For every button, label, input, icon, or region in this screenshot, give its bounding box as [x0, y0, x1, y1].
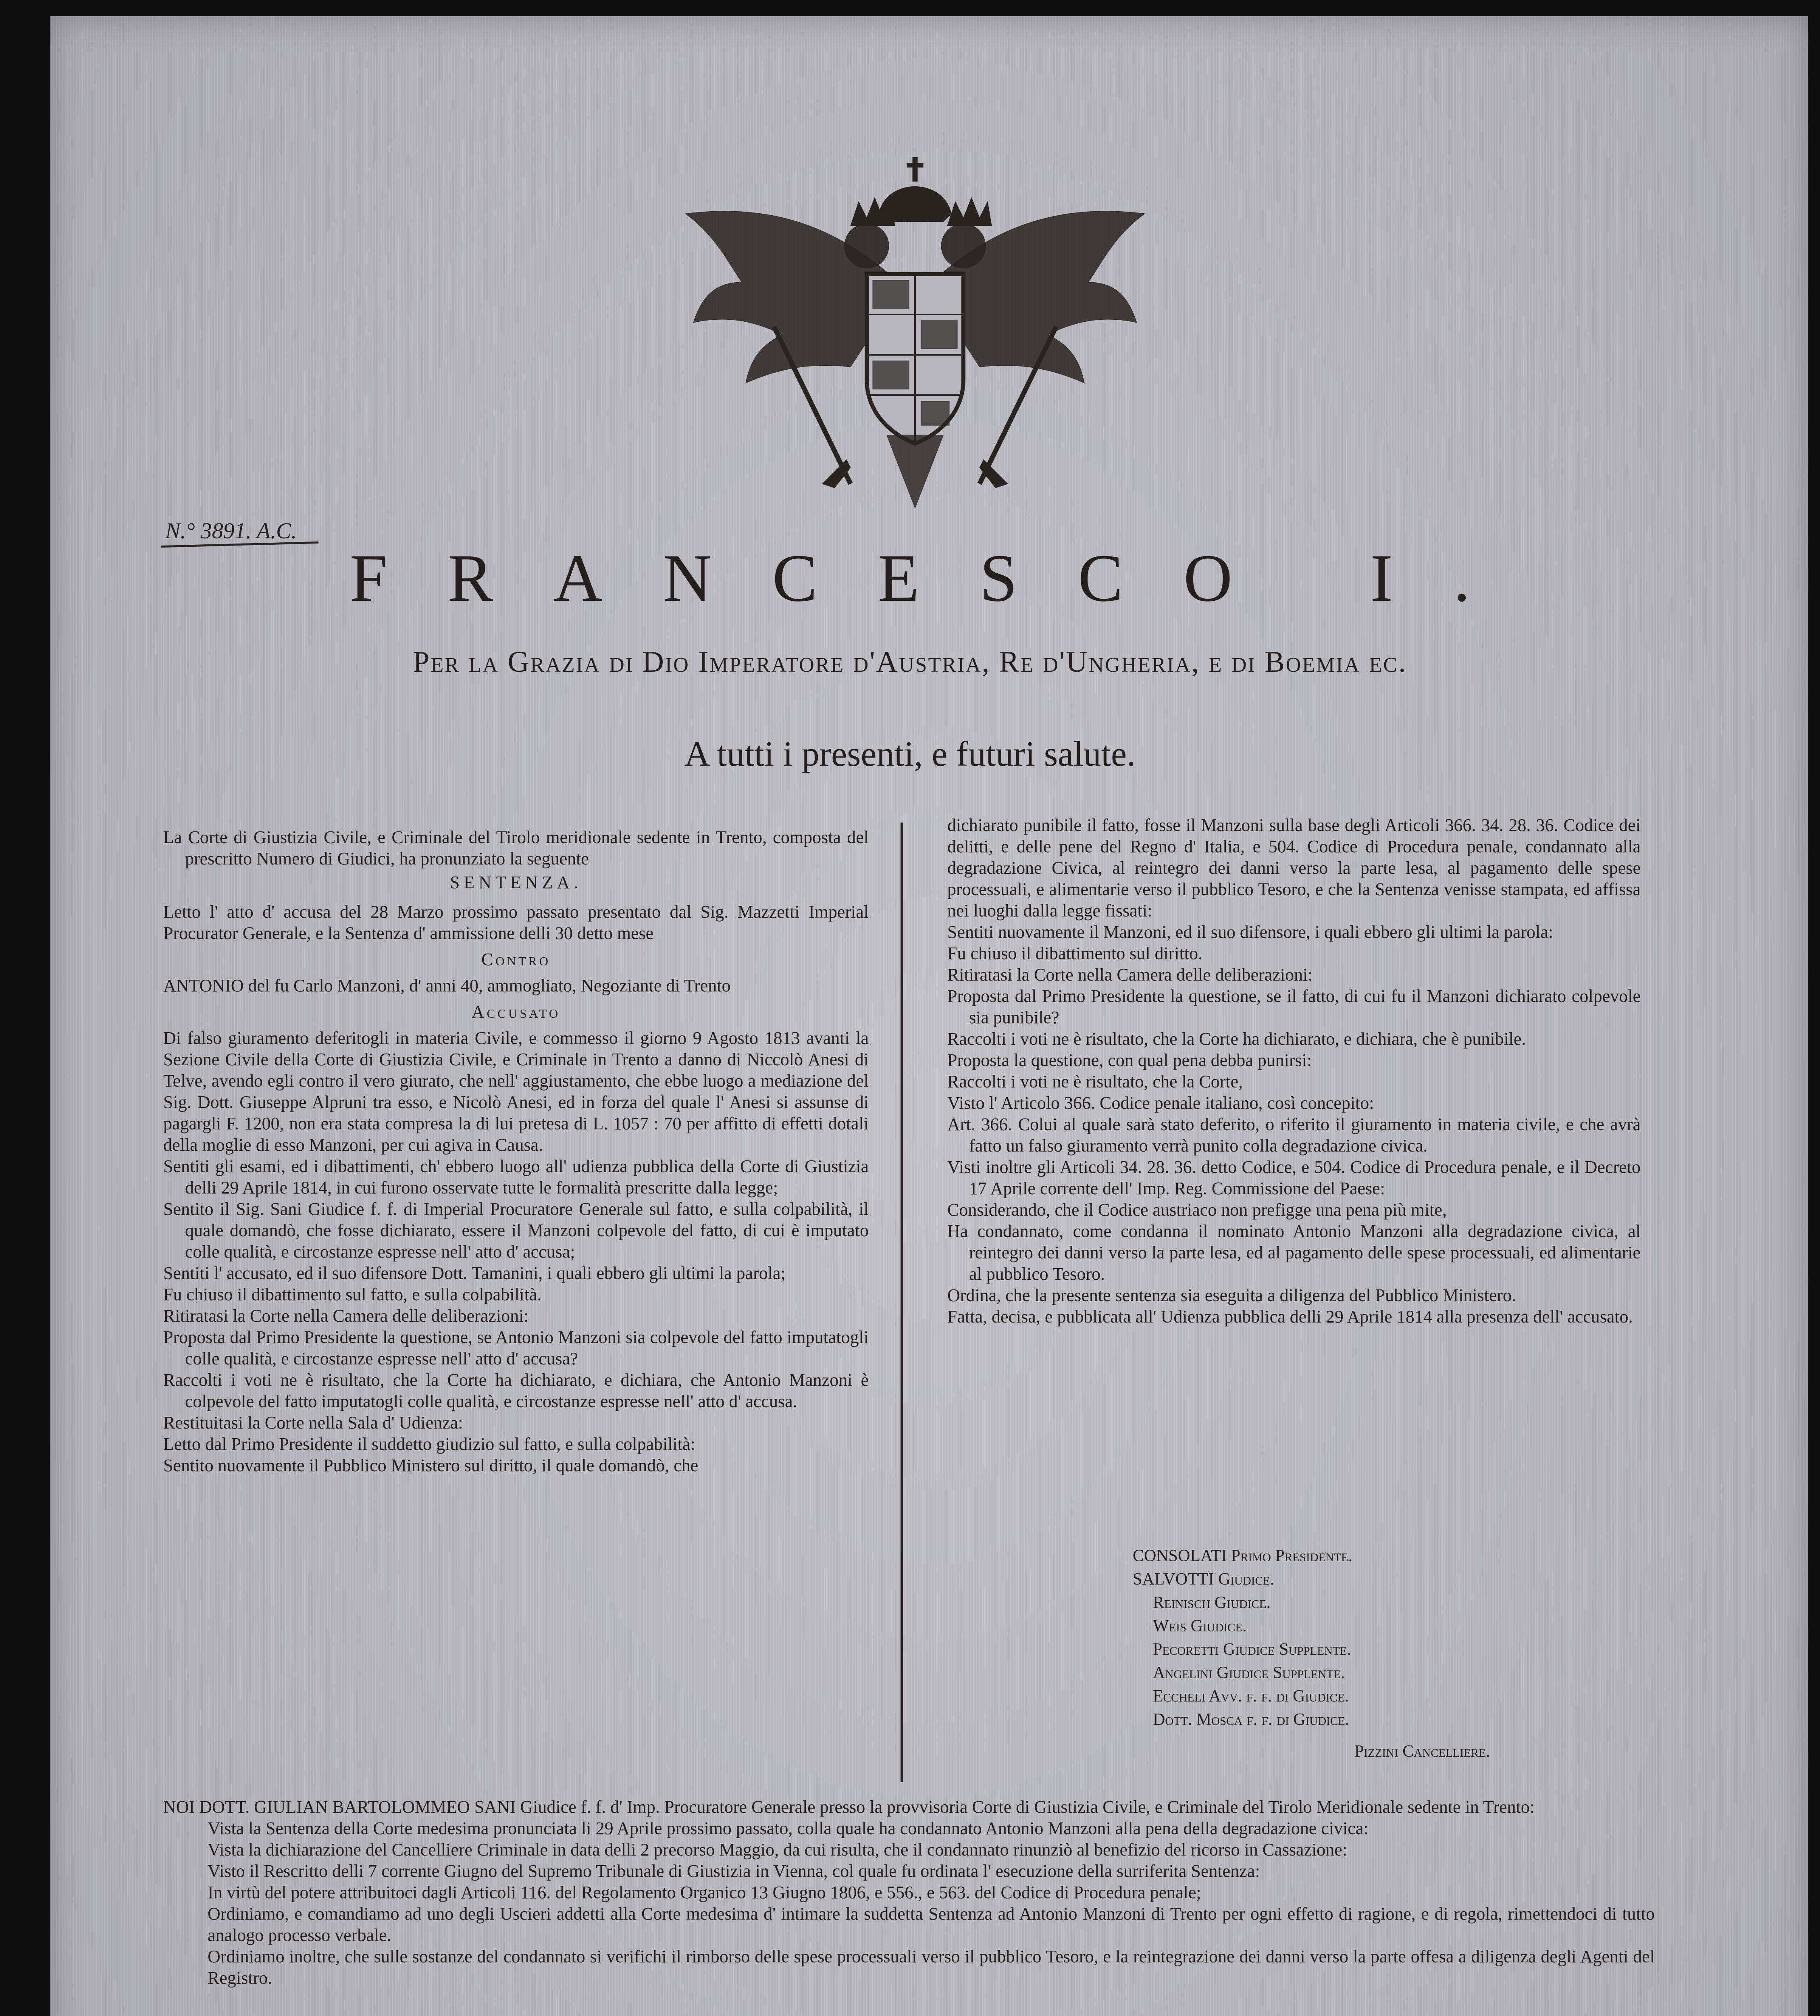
decree-line: Ordiniamo, e comandiamo ad uno degli Uscieri addetti alla Corte medesima d' intimare la suddetta Sentenza ad Antonio Manzoni di Trento per ogni effetto di ragione, e di regola, rimettendoci di tutto analogo processo verbale. — [208, 1904, 1655, 1945]
paragraph: Sentiti l' accusato, ed il suo difensore Dott. Tamanini, i quali ebbero gli ultimi la parola; — [163, 1263, 786, 1283]
paragraph: Considerando, che il Codice austriaco non prefigge una pena più mite, — [947, 1200, 1447, 1220]
paragraph: Restituitasi la Corte nella Sala d' Udienza: — [163, 1413, 463, 1433]
decree-line: In virtù del potere attribuitoci dagli Articoli 116. del Regolamento Organico 13 Giugno 1806, e 556., e 563. del Codice di Procedura penale; — [208, 1883, 1201, 1902]
signatory: Dott. Mosca f. f. di Giudice. — [1153, 1710, 1350, 1729]
emperor-title: FRANCESCO I. — [349, 541, 1531, 616]
paragraph: Raccolti i voti ne è risultato, che la Corte ha dichiarato, e dichiara, che Antonio Manzoni è colpevole del fatto imputatogli colle qualità, e circostanze espresse nell' atto d' accusa. — [163, 1370, 869, 1411]
paragraph: La Corte di Giustizia Civile, e Criminale del Tirolo meridionale sedente in Trento, composta del prescritto Numero di Giudici, ha pronunziato la seguente — [163, 827, 869, 868]
paragraph: Proposta dal Primo Presidente la questione, se Antonio Manzoni sia colpevole del fatto imputatogli colle qualità, e circostanze espresse nell' atto d' accusa? — [163, 1327, 869, 1368]
decree-intro: NOI DOTT. GIULIAN BARTOLOMMEO SANI Giudice f. f. d' Imp. Procuratore Generale presso la provvisoria Corte di Giustizia Civile, e Criminale del Tirolo Meridionale sedente in Trento: — [163, 1797, 1535, 1817]
paragraph: Sentiti nuovamente il Manzoni, ed il suo difensore, i quali ebbero gli ultimi la parola: — [947, 922, 1554, 942]
paragraph: Ha condannato, come condanna il nominato Antonio Manzoni alla degradazione civica, al reintegro dei danni verso la parte lesa, ed al pagamento delle spese processuali, ed alimentarie al pubblico Tesoro. — [947, 1221, 1641, 1284]
paragraph: Proposta dal Primo Presidente la questione, se il fatto, di cui fu il Manzoni dichiarato colpevole sia punibile? — [947, 986, 1641, 1027]
salute-line: A tutti i presenti, e futuri salute. — [684, 735, 1136, 774]
paragraph: Ordina, che la presente sentenza sia eseguita a diligenza del Pubblico Ministero. — [947, 1285, 1516, 1305]
signatory: Pecoretti Giudice Supplente. — [1153, 1640, 1351, 1659]
decree-line: Vista la dichiarazione del Cancelliere Criminale in data delli 2 precorso Maggio, da cui risulta, che il condannato rinunziò al benefizio del ricorso in Cassazione: — [208, 1840, 1348, 1860]
section-heading: Contro — [481, 950, 551, 969]
section-heading: SENTENZA. — [449, 873, 582, 892]
paragraph: Proposta la questione, con qual pena debba punirsi: — [947, 1050, 1312, 1070]
cancelliere-signature: Pizzini Cancelliere. — [1354, 1742, 1490, 1761]
section-heading: Accusato — [471, 1002, 561, 1022]
decree-line: Ordiniamo inoltre, che sulle sostanze del condannato si verifichi il rimborso delle spese processuali verso il pubblico Tesoro, e la reintegrazione dei danni verso la parte offesa a diligenza degli Agenti del Registro. — [208, 1947, 1655, 1988]
paragraph: Raccolti i voti ne è risultato, che la Corte, — [947, 1072, 1243, 1091]
decree-line: Visto il Rescritto delli 7 corrente Giugno del Supremo Tribunale di Giustizia in Vienna, col quale fu ordinata l' esecuzione della surriferita Sentenza: — [208, 1861, 1260, 1881]
signatories-list — [1133, 1544, 1657, 1731]
signatory: Reinisch Giudice. — [1153, 1593, 1271, 1612]
signatory: Angelini Giudice Supplente. — [1153, 1664, 1345, 1682]
paragraph: Di falso giuramento deferitogli in materia Civile, e commesso il giorno 9 Agosto 1813 avanti la Sezione Civile della Corte di Giustizia Civile, e Criminale in Trento a danno di Niccolò Anesi di Telve, avendo egli contro il vero giurato, che nell' aggiustamento, che ebbe luogo a mediazione del Sig. Dott. Giuseppe Alpruni tra esso, e Nicolò Anesi, ed in forza del quale l' Anesi si assunse di pagargli F. 1200, non era stata compresa la di lui pretesa di L. 1057 : 70 per affitto di effetti dotali della moglie di esso Manzoni, per cui agiva in Causa. — [163, 1028, 869, 1155]
paragraph: Sentiti gli esami, ed i dibattimenti, ch' ebbero luogo all' udienza pubblica della Corte di Giustizia delli 29 Aprile 1814, in cui furono osservate tutte le formalità prescritte dalla legge; — [163, 1156, 869, 1198]
paragraph: dichiarato punibile il fatto, fosse il Manzoni sulla base degli Articoli 366. 34. 28. 36. Codice dei delitti, e delle pene del Regno d' Italia, e 504. Codice di Procedura penale, condannato alla degradazione Civica, al reintegro dei danni verso la parte lesa, al pagamento delle spese processuali, e alimentarie verso il pubblico Tesoro, e che la Sentenza venisse stampata, ed affissa nei luoghi dalla legge fissati: — [947, 815, 1641, 921]
paragraph: Visti inoltre gli Articoli 34. 28. 36. detto Codice, e 504. Codice di Procedura penale, e il Decreto 17 Aprile corrente dell' Imp. Reg. Commissione del Paese: — [947, 1157, 1641, 1198]
coat-of-arms-eagle-icon — [677, 153, 1153, 516]
paragraph: Fatta, decisa, e pubblicata all' Udienza pubblica delli 29 Aprile 1814 alla presenza dell' accusato. — [947, 1307, 1633, 1327]
signatory: Weis Giudice. — [1153, 1617, 1247, 1635]
signatory: Eccheli Avv. f. f. di Giudice. — [1153, 1687, 1349, 1706]
paragraph: ANTONIO del fu Carlo Manzoni, d' anni 40, ammogliato, Negoziante di Trento — [163, 976, 731, 996]
imperial-titles: Per la Grazia di Dio Imperatore d'Austria, Re d'Ungheria, e di Boemia ec. — [413, 646, 1407, 679]
paragraph: Visto l' Articolo 366. Codice penale italiano, così concepito: — [947, 1093, 1374, 1113]
signatory: SALVOTTI Giudice. — [1133, 1570, 1275, 1589]
paragraph: Sentito nuovamente il Pubblico Ministero sul diritto, il quale domandò, che — [163, 1456, 699, 1475]
decree-line: Vista la Sentenza della Corte medesima pronunciata li 29 Aprile prossimo passato, colla quale ha condannato Antonio Manzoni alla pena della degradazione civica: — [208, 1818, 1369, 1838]
left-column — [163, 827, 869, 1476]
paragraph: Letto l' atto d' accusa del 28 Marzo prossimo passato presentato dal Sig. Mazzetti Imperial Procurator Generale, e la Sentenza d' ammissione delli 30 detto mese — [163, 902, 869, 943]
right-column — [947, 814, 1641, 1327]
decree-block — [163, 1796, 1655, 1989]
column-divider — [901, 823, 903, 1782]
paragraph: Fu chiuso il dibattimento sul fatto, e sulla colpabilità. — [163, 1285, 542, 1304]
paragraph: Art. 366. Colui al quale sarà stato deferito, o riferito il giuramento in materia civile, e che avrà fatto un falso giuramento verrà punito colla degradazione civica. — [947, 1114, 1641, 1156]
paragraph: Sentito il Sig. Sani Giudice f. f. di Imperial Procuratore Generale sul fatto, e sulla colpabilità, il quale domandò, che fosse dichiarato, essere il Manzoni colpevole del fatto, di cui è imputato colle qualità, e circostanze espresse nell' atto d' accusa; — [163, 1199, 869, 1262]
paragraph: Ritiratasi la Corte nella Camera delle deliberazioni: — [947, 965, 1313, 985]
paragraph: Raccolti i voti ne è risultato, che la Corte ha dichiarato, e dichiara, che è punibile. — [947, 1029, 1526, 1049]
paragraph: Ritiratasi la Corte nella Camera delle deliberazioni: — [163, 1306, 529, 1326]
signatory: CONSOLATI Primo Presidente. — [1133, 1547, 1353, 1565]
paragraph: Letto dal Primo Presidente il suddetto giudizio sul fatto, e sulla colpabilità: — [163, 1434, 695, 1454]
paragraph: Fu chiuso il dibattimento sul diritto. — [947, 943, 1203, 963]
document-number: N.° 3891. A.C. — [165, 519, 297, 544]
